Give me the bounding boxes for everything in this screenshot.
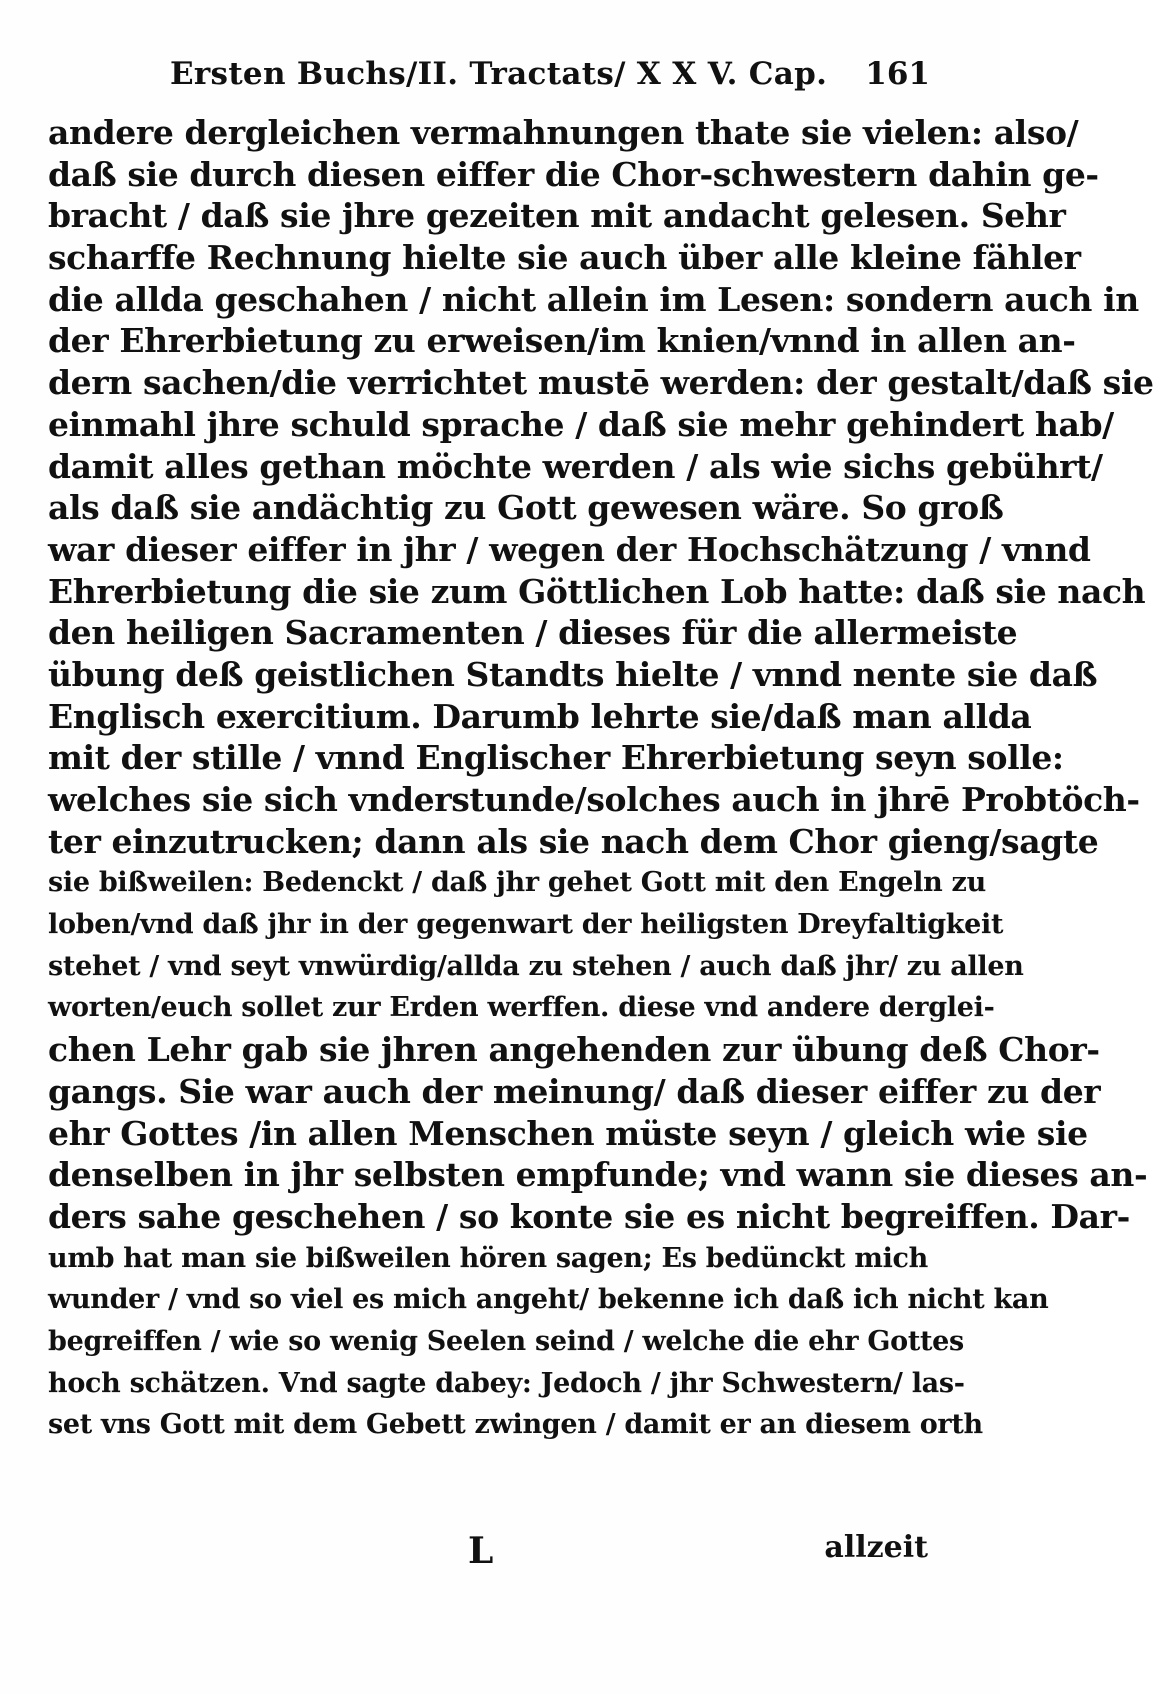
catchword: allzeit xyxy=(824,1530,928,1565)
page-footer xyxy=(48,1530,928,1580)
text-line: loben/vnd daß jhr in der gegenwart der heiligsten Dreyfaltigkeit xyxy=(48,909,1004,941)
text-line: mit der stille / vnnd Englischer Ehrerbietung seyn solle: xyxy=(48,738,1064,778)
text-line: andere dergleichen vermahnungen thate sie vielen: also/ xyxy=(48,113,1079,152)
text-line: sie bißweilen: Bedenckt / daß jhr gehet Gott mit den Engeln zu xyxy=(48,867,986,899)
text-line: übung deß geistlichen Standts hielte / vnnd nente sie daß xyxy=(48,654,1098,694)
text-line: einmahl jhre schuld sprache / daß sie mehr gehindert hab/ xyxy=(48,404,1114,444)
text-line: als daß sie andächtig zu Gott gewesen wäre. So groß xyxy=(48,488,1004,528)
text-line: daß sie durch diesen eiffer die Chor-schwestern dahin ge- xyxy=(48,154,1099,194)
text-line: ter einzutrucken; dann als sie nach dem Chor gieng/sagte xyxy=(48,821,1099,861)
text-line: umb hat man sie bißweilen hören sagen; Es bedünckt mich xyxy=(48,1242,929,1274)
running-title: Ersten Buchs/II. Tractats/ X X V. Cap. xyxy=(170,56,828,92)
text-line: wunder / vnd so viel es mich angeht/ bekenne ich daß ich nicht kan xyxy=(48,1284,1049,1316)
text-line: scharffe Rechnung hielte sie auch über alle kleine fähler xyxy=(48,238,1081,278)
text-line: die allda geschahen / nicht allein im Lesen: sondern auch in xyxy=(48,279,1139,319)
text-line: Englisch exercitium. Darumb lehrte sie/daß man allda xyxy=(48,696,1032,736)
page-header xyxy=(60,56,930,96)
text-line: hoch schätzen. Vnd sagte dabey: Jedoch / jhr Schwestern/ las- xyxy=(48,1367,965,1399)
text-line: bracht / daß sie jhre gezeiten mit andacht gelesen. Sehr xyxy=(48,196,1066,236)
text-line: gangs. Sie war auch der meinung/ daß dieser eiffer zu der xyxy=(48,1071,1101,1111)
text-line: der Ehrerbietung zu erweisen/im knien/vnnd in allen an- xyxy=(48,321,1076,361)
text-line: damit alles gethan möchte werden / als wie sichs gebührt/ xyxy=(48,446,1103,486)
text-line: chen Lehr gab sie jhren angehenden zur übung deß Chor- xyxy=(48,1030,1100,1070)
text-line: set vns Gott mit dem Gebett zwingen / damit er an diesem orth xyxy=(48,1409,983,1441)
text-line: welches sie sich vnderstunde/solches auch in jhrē Probtöch- xyxy=(48,780,1140,819)
text-line: denselben in jhr selbsten empfunde; vnd wann sie dieses an- xyxy=(48,1155,1148,1195)
text-line: ehr Gottes /in allen Menschen müste seyn / gleich wie sie xyxy=(48,1113,1088,1153)
text-line: begreiffen / wie so wenig Seelen seind / welche die ehr Gottes xyxy=(48,1325,964,1357)
text-line: stehet / vnd seyt vnwürdig/allda zu stehen / auch daß jhr/ zu allen xyxy=(48,950,1024,982)
text-line: worten/euch sollet zur Erden werffen. diese vnd andere derglei- xyxy=(48,992,995,1024)
signature-mark: L xyxy=(468,1530,494,1572)
text-line: Ehrerbietung die sie zum Göttlichen Lob hatte: daß sie nach xyxy=(48,571,1146,611)
text-line: den heiligen Sacramenten / dieses für die allermeiste xyxy=(48,613,1018,653)
text-line: dern sachen/die verrichtet mustē werden: der gestalt/daß sie xyxy=(48,363,1154,403)
body-text xyxy=(48,112,1154,1446)
page-number: 161 xyxy=(865,56,930,92)
text-line: ders sahe geschehen / so konte sie es nicht begreiffen. Dar- xyxy=(48,1196,1130,1236)
text-line: war dieser eiffer in jhr / wegen der Hochschätzung / vnnd xyxy=(48,529,1091,569)
